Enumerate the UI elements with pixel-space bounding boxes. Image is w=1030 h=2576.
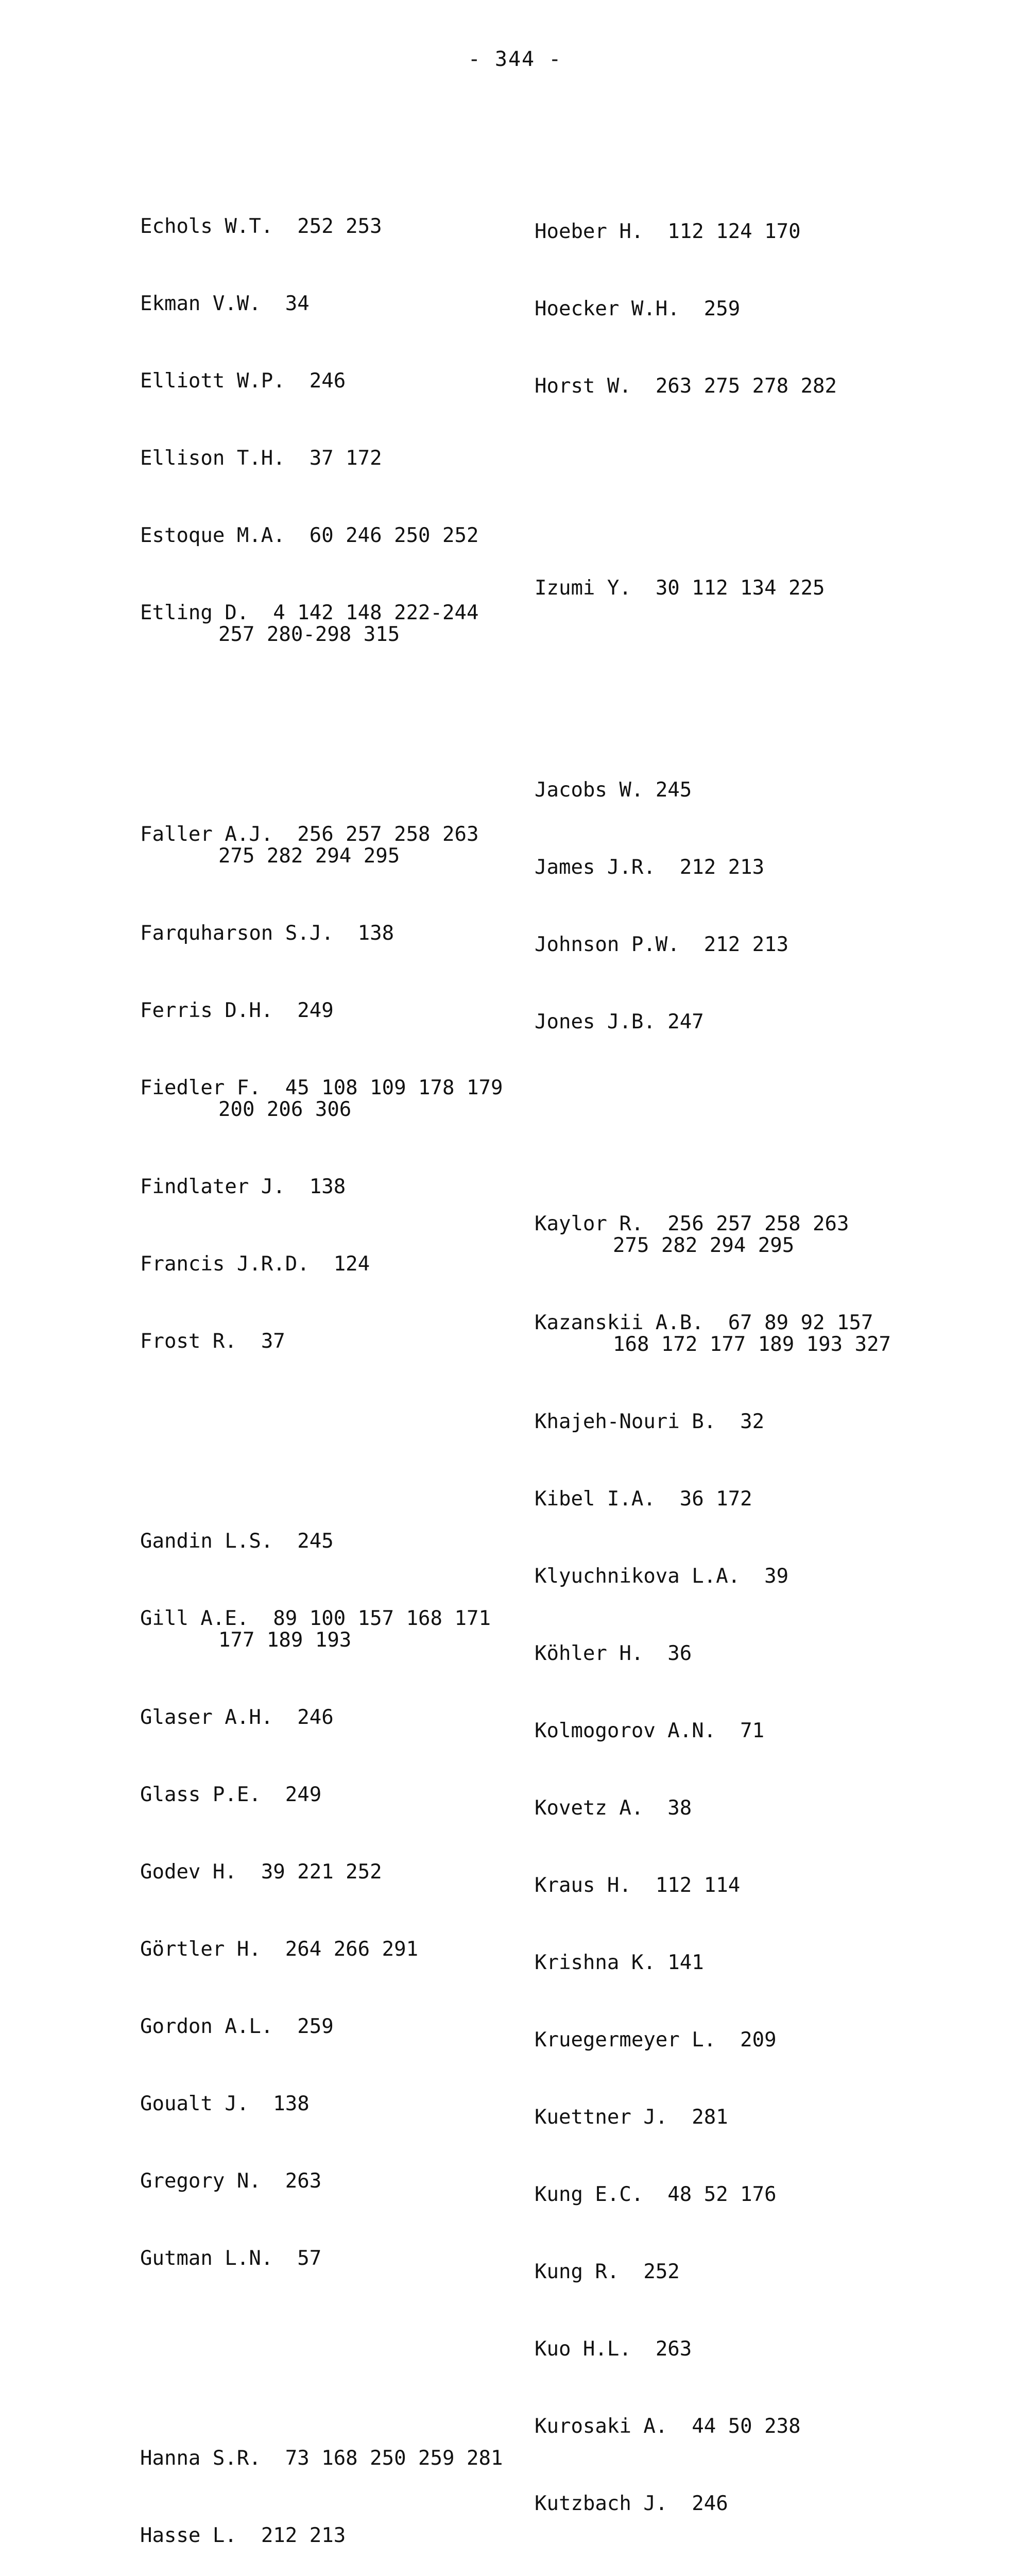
entry-name: Godev H. [140,1860,237,1884]
entry-name: Etling D. [140,601,249,624]
entry-pages-continued: 200 206 306 [218,1098,352,1121]
index-entry [535,1720,988,1742]
entry-name: Gandin L.S. [140,1530,273,1553]
entry-pages: 45 108 109 178 179 [285,1076,503,1099]
index-entry [140,2093,521,2115]
entry-pages: 209 [740,2028,777,2052]
entry-pages: 245 [297,1530,334,1553]
entry-pages: 264 266 291 [285,1938,419,1961]
entry-pages: 246 [692,2492,728,2515]
index-entry [140,2015,521,2038]
entry-name: Estoque M.A. [140,524,285,547]
entry-name: Kung R. [535,2260,620,2283]
entry-name: Findlater J. [140,1175,285,1198]
index-entry [535,2415,988,2438]
entry-name: Köhler H. [535,1642,644,1665]
entry-pages: 138 [309,1175,346,1198]
entry-name: Jacobs W. [535,778,644,802]
index-entry [535,1213,988,1257]
entry-name: Jones J.B. [535,1010,656,1033]
index-entry [140,999,521,1022]
entry-pages-continued: 177 189 193 [218,1629,352,1652]
index-entry [535,1797,988,1820]
entry-name: Elliott W.P. [140,369,285,393]
entry-name: Farquharson S.J. [140,922,334,945]
index-entry [535,375,988,398]
index-entry [140,922,521,945]
index-entry [535,2261,988,2283]
entry-name: Kuettner J. [535,2106,668,2129]
entry-name: Echols W.T. [140,215,273,238]
index-entry [140,2247,521,2270]
page-number: - 344 - [468,47,562,71]
entry-name: Horst W. [535,375,631,398]
index-entry [535,856,988,879]
entry-pages-continued: 257 280-298 315 [218,623,400,646]
entry-name: Goualt J. [140,2092,249,2115]
entry-pages: 112 124 170 [667,220,801,243]
entry-name: Krishna K. [535,1951,656,1974]
entry-pages: 249 [297,999,334,1022]
entry-pages: 36 172 [679,1487,752,1511]
index-entry [535,1312,988,1356]
index-entry [535,779,988,802]
entry-pages: 263 275 278 282 [655,375,837,398]
entry-pages: 212 213 [703,933,789,956]
entry-name: Gill A.E. [140,1607,249,1630]
entry-pages: 246 [297,1706,334,1729]
entry-name: Gregory N. [140,2170,261,2193]
index-entry [535,2029,988,2052]
index-entry [535,298,988,320]
entry-name: Hasse L. [140,2524,237,2547]
entry-name: Görtler H. [140,1938,261,1961]
entry-pages: 39 221 252 [261,1860,382,1884]
index-entry [140,524,521,547]
entry-pages: 252 [643,2260,680,2283]
entry-pages: 38 [667,1797,692,1820]
entry-name: Ellison T.H. [140,447,285,470]
index-entry [140,447,521,470]
index-entry [140,1176,521,1198]
index-entry [140,1077,521,1121]
entry-pages: 44 50 238 [692,2415,801,2438]
entry-pages: 60 246 250 252 [309,524,479,547]
index-entry [140,1861,521,1884]
index-entry [535,934,988,956]
entry-pages: 212 213 [679,856,765,879]
entry-name: Gordon A.L. [140,2015,273,2038]
entry-pages-continued: 168 172 177 189 193 327 [613,1333,891,1356]
entry-pages: 256 257 258 263 [297,823,479,846]
entry-name: Kruegermeyer L. [535,2028,716,2052]
entry-name: Kung E.C. [535,2183,644,2206]
entry-name: Glaser A.H. [140,1706,273,1729]
index-entry [535,1642,988,1665]
entry-pages: 259 [297,2015,334,2038]
entry-name: Francis J.R.D. [140,1252,310,1276]
entry-pages: 263 [655,2337,692,2361]
entry-pages: 32 [740,1410,765,1433]
entry-pages: 263 [285,2170,322,2193]
index-column-right [535,175,988,2576]
entry-pages: 89 100 157 168 171 [273,1607,491,1630]
entry-pages: 73 168 250 259 281 [285,2447,503,2470]
entry-name: Frost R. [140,1330,237,1353]
entry-pages: 138 [273,2092,310,2115]
index-entry [140,293,521,315]
entry-pages: 34 [285,292,310,315]
entry-name: Kutzbach J. [535,2492,668,2515]
entry-name: Glass P.E. [140,1783,261,1806]
index-entry [535,1411,988,1433]
entry-name: Izumi Y. [535,577,631,600]
entry-pages: 252 253 [297,215,382,238]
entry-name: Kaylor R. [535,1212,644,1235]
index-entry [140,823,521,868]
entry-pages: 57 [297,2247,322,2270]
entry-name: Kraus H. [535,1874,631,1897]
entry-name: James J.R. [535,856,656,879]
index-entry [535,577,988,600]
index-entry [535,2183,988,2206]
entry-name: Kazanskii A.B. [535,1311,704,1334]
entry-pages: 37 172 [309,447,382,470]
index-entry [140,1530,521,1553]
entry-pages: 48 52 176 [667,2183,777,2206]
entry-pages: 124 [333,1252,370,1276]
index-entry [535,2338,988,2361]
entry-name: Kurosaki A. [535,2415,668,2438]
entry-pages: 67 89 92 157 [728,1311,873,1334]
index-entry [535,1952,988,1974]
entry-pages: 141 [667,1951,704,1974]
entry-pages-continued: 275 282 294 295 [218,844,400,868]
entry-pages: 246 [309,369,346,393]
index-entry [535,1874,988,1897]
entry-pages: 36 [667,1642,692,1665]
index-entry [140,1706,521,1729]
entry-pages: 37 [261,1330,285,1353]
entry-name: Hanna S.R. [140,2447,261,2470]
index-entry [140,2447,521,2470]
entry-name: Ferris D.H. [140,999,273,1022]
index-entry [140,215,521,238]
entry-pages-continued: 275 282 294 295 [613,1234,795,1257]
index-entry [140,1330,521,1353]
index-entry [140,1607,521,1652]
index-entry [140,1253,521,1276]
entry-pages: 247 [667,1010,704,1033]
index-entry [535,2493,988,2515]
entry-pages: 249 [285,1783,322,1806]
entry-pages: 30 112 134 225 [655,577,825,600]
entry-pages: 71 [740,1719,765,1742]
index-entry [140,2170,521,2193]
entry-name: Faller A.J. [140,823,273,846]
index-entry [535,1011,988,1033]
entry-name: Klyuchnikova L.A. [535,1565,741,1588]
index-entry [140,370,521,393]
index-entry [140,1784,521,1806]
entry-pages: 212 213 [261,2524,346,2547]
entry-pages: 256 257 258 263 [667,1212,849,1235]
entry-pages: 39 [764,1565,789,1588]
index-entry [140,1938,521,1961]
index-entry [140,2524,521,2547]
entry-name: Kuo H.L. [535,2337,631,2361]
entry-pages: 4 142 148 222-244 [273,601,479,624]
entry-name: Kovetz A. [535,1797,644,1820]
entry-name: Hoecker W.H. [535,297,680,320]
entry-pages: 138 [357,922,394,945]
index-column-left [140,170,521,2576]
entry-name: Kolmogorov A.N. [535,1719,716,1742]
index-entry [535,1565,988,1588]
entry-name: Khajeh-Nouri B. [535,1410,716,1433]
entry-name: Gutman L.N. [140,2247,273,2270]
entry-name: Hoeber H. [535,220,644,243]
index-entry [535,221,988,243]
entry-pages: 281 [692,2106,728,2129]
entry-pages: 259 [703,297,741,320]
entry-name: Kibel I.A. [535,1487,656,1511]
index-entry [535,1488,988,1511]
entry-name: Ekman V.W. [140,292,261,315]
index-entry [140,602,521,646]
entry-pages: 112 114 [655,1874,741,1897]
index-entry [535,2106,988,2129]
entry-pages: 245 [655,778,692,802]
entry-name: Johnson P.W. [535,933,680,956]
entry-name: Fiedler F. [140,1076,261,1099]
